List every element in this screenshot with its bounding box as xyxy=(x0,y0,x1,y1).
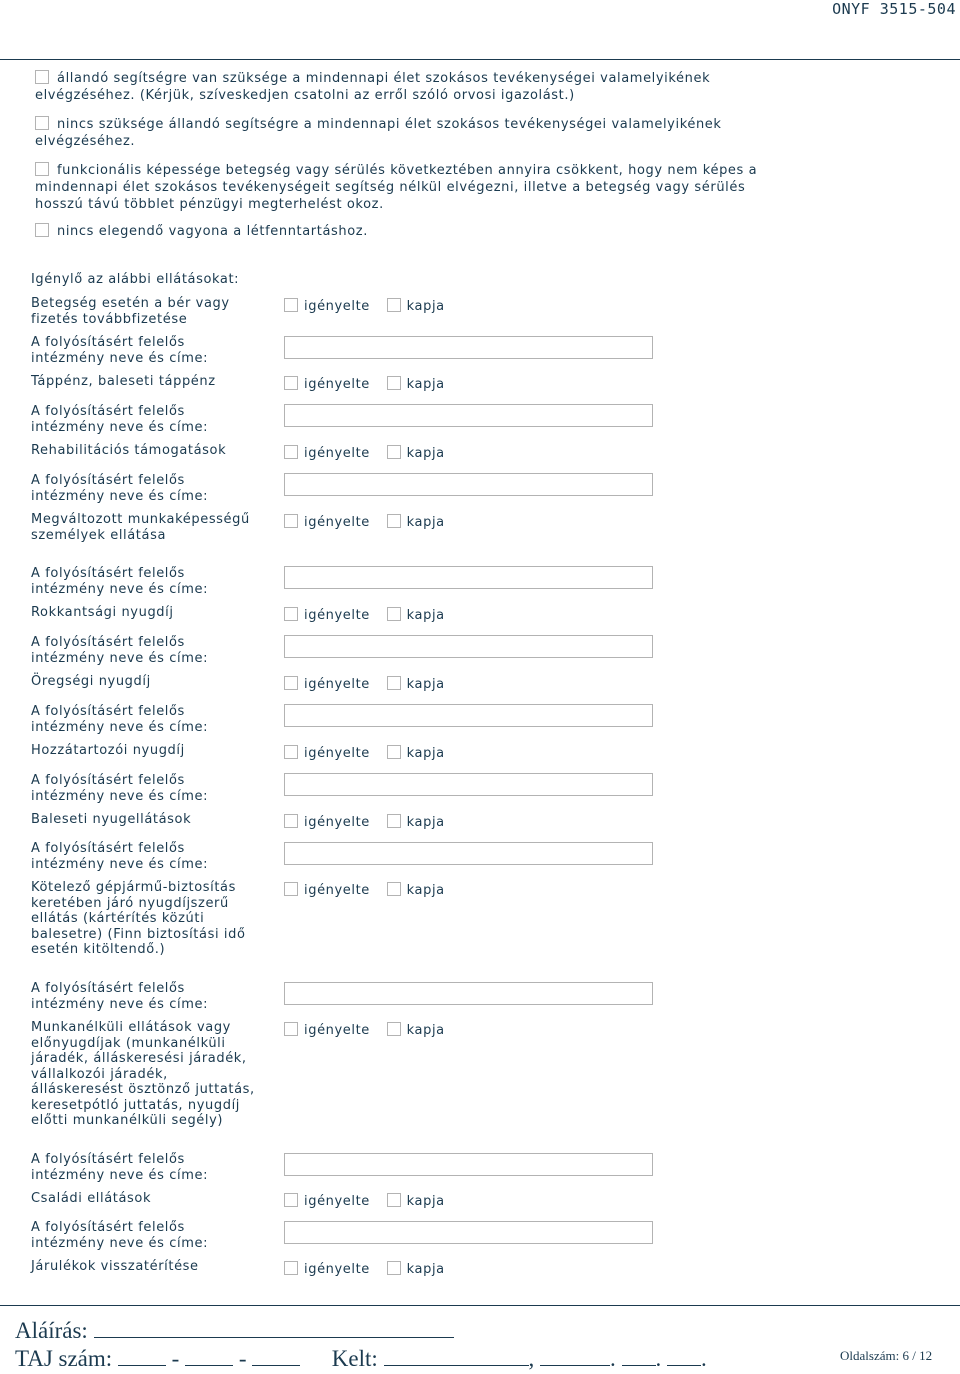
requested-checkbox[interactable] xyxy=(284,445,298,459)
option-requested[interactable]: igényelte xyxy=(284,1193,370,1209)
benefit-options xyxy=(284,882,457,898)
signature-label: Aláírás: xyxy=(15,1318,88,1343)
condition-text: állandó segítségre van szüksége a mindennapi élet szokásos tevékenységei valamelyikének elvégzéséhez. (Kérjük, szíveskedjen csatolni az erről szóló orvosi igazolást.) xyxy=(35,71,711,103)
institution-label: A folyósításért felelős intézmény neve és címe: xyxy=(31,635,209,666)
condition-item xyxy=(35,223,765,240)
institution-label: A folyósításért felelős intézmény neve és címe: xyxy=(31,841,209,872)
institution-input[interactable] xyxy=(284,842,653,865)
condition-text: nincs elegendő vagyona a létfenntartáshoz. xyxy=(57,224,368,239)
condition-text: funkcionális képessége betegség vagy sérülés következtében annyira csökkent, hogy nem képes a mindennapi élet szokásos tevékenységeit segítség nélkül elvégezni, illetve a betegség vagy sérülés hosszú távú többlet pénzügyi megterhelést okoz. xyxy=(35,163,758,212)
receives-checkbox[interactable] xyxy=(387,514,401,528)
option-receives[interactable]: kapja xyxy=(387,445,445,461)
institution-label: A folyósításért felelős intézmény neve és címe: xyxy=(31,566,209,597)
signature-line[interactable] xyxy=(94,1319,454,1338)
benefit-label: Megváltozott munkaképességű személyek ellátása xyxy=(31,512,250,543)
benefit-options xyxy=(284,514,457,530)
benefit-options xyxy=(284,745,457,761)
date-label: Kelt: xyxy=(331,1346,378,1371)
benefit-options xyxy=(284,376,457,392)
benefit-label: Kötelező gépjármű-biztosítás keretében járó nyugdíjszerű ellátás (kártérítés közúti balesetre) (Finn biztosítási idő esetén kitöltendő.) xyxy=(31,880,246,957)
taj-label: TAJ szám: xyxy=(15,1346,113,1371)
benefit-options xyxy=(284,1193,457,1209)
date-dot: . xyxy=(701,1346,707,1371)
receives-checkbox[interactable] xyxy=(387,607,401,621)
option-receives[interactable]: kapja xyxy=(387,745,445,761)
institution-input[interactable] xyxy=(284,566,653,589)
option-requested[interactable]: igényelte xyxy=(284,298,370,314)
institution-label: A folyósításért felelős intézmény neve és címe: xyxy=(31,1220,209,1251)
benefit-options xyxy=(284,445,457,461)
condition-text: nincs szüksége állandó segítségre a mindennapi élet szokásos tevékenységei valamelyikének elvégzéséhez. xyxy=(35,117,722,149)
receives-checkbox[interactable] xyxy=(387,814,401,828)
institution-input[interactable] xyxy=(284,773,653,796)
header-divider xyxy=(0,59,960,60)
page-label: Oldalszám: xyxy=(840,1348,900,1363)
requested-checkbox[interactable] xyxy=(284,514,298,528)
benefit-options xyxy=(284,1022,457,1038)
option-requested[interactable]: igényelte xyxy=(284,882,370,898)
option-requested[interactable]: igényelte xyxy=(284,514,370,530)
requested-checkbox[interactable] xyxy=(284,745,298,759)
requested-checkbox[interactable] xyxy=(284,298,298,312)
option-requested[interactable]: igényelte xyxy=(284,814,370,830)
institution-label: A folyósításért felelős intézmény neve és címe: xyxy=(31,1152,209,1183)
institution-input[interactable] xyxy=(284,704,653,727)
condition-checkbox[interactable] xyxy=(35,223,49,237)
date-dot: . xyxy=(655,1346,662,1371)
receives-checkbox[interactable] xyxy=(387,376,401,390)
option-requested[interactable]: igényelte xyxy=(284,607,370,623)
benefit-label: Betegség esetén a bér vagy fizetés továbbfizetése xyxy=(31,296,230,327)
benefit-label: Táppénz, baleseti táppénz xyxy=(31,374,216,389)
receives-checkbox[interactable] xyxy=(387,745,401,759)
page-value: 6 / 12 xyxy=(902,1348,933,1363)
receives-checkbox[interactable] xyxy=(387,882,401,896)
taj-dash: - xyxy=(171,1346,180,1371)
benefit-label: Járulékok visszatérítése xyxy=(31,1259,199,1274)
benefit-label: Munkanélküli ellátások vagy előnyugdíjak (munkanélküli járadék, álláskeresési járadék, vállalkozói járadék, álláskeresést ösztönző juttatás, keresetpótló juttatás, nyugdíj előtti munkanélküli segély) xyxy=(31,1020,255,1128)
option-requested[interactable]: igényelte xyxy=(284,1022,370,1038)
requested-checkbox[interactable] xyxy=(284,1022,298,1036)
benefit-options xyxy=(284,676,457,692)
option-receives[interactable]: kapja xyxy=(387,298,445,314)
receives-checkbox[interactable] xyxy=(387,1193,401,1207)
receives-checkbox[interactable] xyxy=(387,1022,401,1036)
option-receives[interactable]: kapja xyxy=(387,1022,445,1038)
condition-item xyxy=(35,116,765,150)
institution-label: A folyósításért felelős intézmény neve és címe: xyxy=(31,335,209,366)
taj-part-2[interactable] xyxy=(185,1347,233,1366)
requested-checkbox[interactable] xyxy=(284,676,298,690)
requested-checkbox[interactable] xyxy=(284,1193,298,1207)
option-requested[interactable]: igényelte xyxy=(284,676,370,692)
option-receives[interactable]: kapja xyxy=(387,376,445,392)
benefit-label: Rehabilitációs támogatások xyxy=(31,443,227,458)
benefits-title: Igénylő az alábbi ellátásokat: xyxy=(31,272,240,287)
taj-dash: - xyxy=(238,1346,247,1371)
condition-item xyxy=(35,70,765,104)
date-place-line[interactable] xyxy=(384,1347,529,1366)
condition-checkbox[interactable] xyxy=(35,116,49,130)
option-receives[interactable]: kapja xyxy=(387,676,445,692)
option-requested[interactable]: igényelte xyxy=(284,745,370,761)
benefit-label: Rokkantsági nyugdíj xyxy=(31,605,174,620)
institution-label: A folyósításért felelős intézmény neve és címe: xyxy=(31,473,209,504)
institution-label: A folyósításért felelős intézmény neve és címe: xyxy=(31,704,209,735)
date-dot: . xyxy=(610,1346,616,1371)
condition-checkbox[interactable] xyxy=(35,70,49,84)
option-receives[interactable]: kapja xyxy=(387,514,445,530)
requested-checkbox[interactable] xyxy=(284,376,298,390)
institution-input[interactable] xyxy=(284,982,653,1005)
receives-checkbox[interactable] xyxy=(387,676,401,690)
signature-row xyxy=(15,1318,454,1344)
benefit-options xyxy=(284,607,457,623)
receives-checkbox[interactable] xyxy=(387,445,401,459)
date-comma: , xyxy=(528,1346,535,1371)
institution-input[interactable] xyxy=(284,336,653,359)
option-receives[interactable]: kapja xyxy=(387,1261,445,1277)
footer-divider xyxy=(0,1305,960,1306)
taj-date-row xyxy=(15,1346,707,1372)
date-month-line[interactable] xyxy=(622,1347,656,1366)
condition-checkbox[interactable] xyxy=(35,162,49,176)
institution-input[interactable] xyxy=(284,1153,653,1176)
condition-item xyxy=(35,162,765,213)
taj-part-3[interactable] xyxy=(252,1347,300,1366)
benefit-label: Családi ellátások xyxy=(31,1191,152,1206)
option-receives[interactable]: kapja xyxy=(387,882,445,898)
form-code: ONYF 3515-504 xyxy=(832,0,956,18)
requested-checkbox[interactable] xyxy=(284,814,298,828)
receives-checkbox[interactable] xyxy=(387,1261,401,1275)
option-receives[interactable]: kapja xyxy=(387,814,445,830)
benefit-options xyxy=(284,1261,457,1277)
institution-label: A folyósításért felelős intézmény neve és címe: xyxy=(31,404,209,435)
date-year-line[interactable] xyxy=(540,1347,610,1366)
requested-checkbox[interactable] xyxy=(284,1261,298,1275)
benefit-label: Öregségi nyugdíj xyxy=(31,674,151,689)
institution-input[interactable] xyxy=(284,473,653,496)
institution-label: A folyósításért felelős intézmény neve és címe: xyxy=(31,773,209,804)
page-number xyxy=(840,1348,932,1364)
option-requested[interactable]: igényelte xyxy=(284,445,370,461)
receives-checkbox[interactable] xyxy=(387,298,401,312)
requested-checkbox[interactable] xyxy=(284,882,298,896)
requested-checkbox[interactable] xyxy=(284,607,298,621)
benefit-label: Hozzátartozói nyugdíj xyxy=(31,743,185,758)
option-requested[interactable]: igényelte xyxy=(284,1261,370,1277)
option-requested[interactable]: igényelte xyxy=(284,376,370,392)
institution-input[interactable] xyxy=(284,404,653,427)
benefit-options xyxy=(284,814,457,830)
institution-input[interactable] xyxy=(284,1221,653,1244)
benefit-options xyxy=(284,298,457,314)
institution-label: A folyósításért felelős intézmény neve és címe: xyxy=(31,981,209,1012)
taj-part-1[interactable] xyxy=(118,1347,166,1366)
institution-input[interactable] xyxy=(284,635,653,658)
option-receives[interactable]: kapja xyxy=(387,607,445,623)
date-day-line[interactable] xyxy=(667,1347,701,1366)
benefit-label: Baleseti nyugellátások xyxy=(31,812,192,827)
option-receives[interactable]: kapja xyxy=(387,1193,445,1209)
